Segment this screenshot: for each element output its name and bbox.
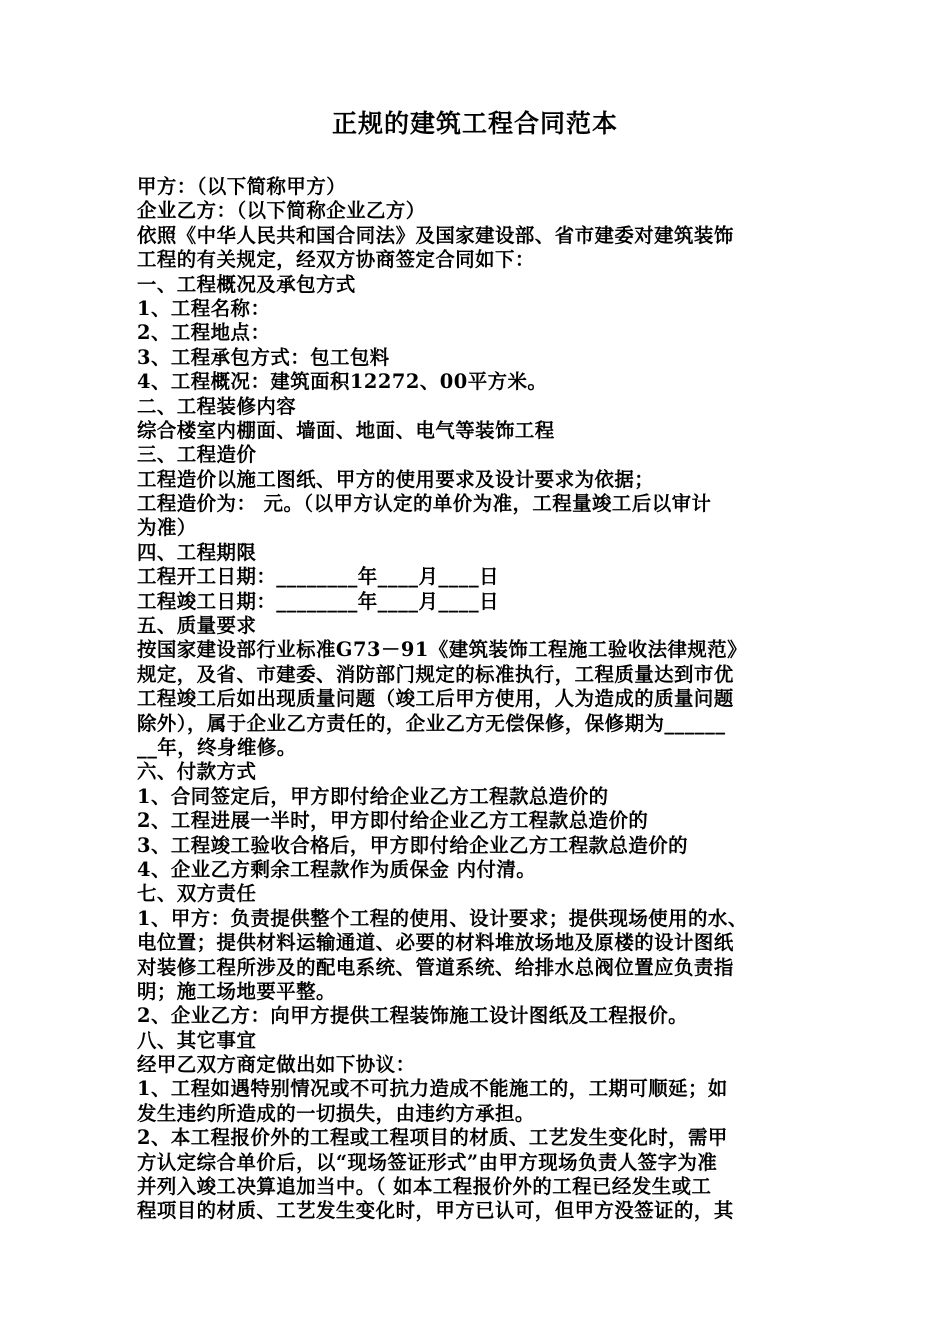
text-line: 2、本工程报价外的工程或工程项目的材质、工艺发生变化时，需甲 [137, 1126, 728, 1150]
text-line: 为准） [137, 516, 197, 540]
text-line: 3、工程竣工验收合格后，甲方即付给企业乙方工程款总造价的 [137, 833, 689, 857]
text-line: 明；施工场地要平整。 [137, 979, 336, 1003]
document-body [137, 175, 827, 1224]
text-line: 方认定综合单价后，以“现场签证形式”由甲方现场负责人签字为准 [137, 1150, 718, 1174]
text-line: 1、工程如遇特别情况或不可抗力造成不能施工的，工期可顺延；如 [137, 1077, 728, 1101]
text-line: 除外），属于企业乙方责任的，企业乙方无偿保修，保修期为______ [137, 711, 726, 735]
section-heading: 五、质量要求 [137, 614, 257, 638]
text-line: 甲方：（以下简称甲方） [137, 175, 347, 198]
section-heading: 四、工程期限 [137, 540, 257, 564]
text-line: 对装修工程所涉及的配电系统、管道系统、给排水总阀位置应负责指 [137, 955, 734, 979]
text-line: 依照《中华人民共和国合同法》及国家建设部、省市建委对建筑装饰 [137, 223, 734, 247]
text-line: __年，终身维修。 [137, 735, 297, 759]
section-heading: 三、工程造价 [137, 443, 257, 467]
text-line: 1、工程名称： [137, 296, 271, 320]
text-line: 2、工程进展一半时，甲方即付给企业乙方工程款总造价的 [137, 809, 649, 833]
text-line: 综合楼室内棚面、墙面、地面、电气等装饰工程 [137, 418, 555, 442]
section-heading: 七、双方责任 [137, 882, 257, 906]
text-line: 程项目的材质、工艺发生变化时，甲方已认可，但甲方没签证的，其 [137, 1199, 734, 1223]
text-line: 工程造价为： 元。（以甲方认定的单价为准，工程量竣工后以审计 [137, 492, 712, 516]
section-heading: 六、付款方式 [137, 760, 257, 784]
text-line: 工程竣工日期：________年____月____日 [137, 589, 500, 613]
text-line: 1、甲方：负责提供整个工程的使用、设计要求；提供现场使用的水、 [137, 906, 748, 930]
text-line: 4、工程概况：建筑面积12272、00平方米。 [137, 370, 548, 394]
text-line: 1、合同签定后，甲方即付给企业乙方工程款总造价的 [137, 784, 609, 808]
text-line: 2、企业乙方：向甲方提供工程装饰施工设计图纸及工程报价。 [137, 1004, 689, 1028]
text-line: 2、工程地点： [137, 321, 271, 345]
section-heading: 二、工程装修内容 [137, 394, 297, 418]
text-line: 工程开工日期：________年____月____日 [137, 565, 500, 589]
text-line: 规定，及省、市建委、消防部门规定的标准执行，工程质量达到市优 [137, 662, 734, 686]
section-heading: 一、工程概况及承包方式 [137, 272, 356, 296]
text-line: 企业乙方：（以下简称企业乙方） [137, 199, 426, 223]
text-line: 工程的有关规定，经双方协商签定合同如下： [137, 248, 535, 272]
text-line: 4、企业乙方剩余工程款作为质保金 内付清。 [137, 857, 537, 881]
text-line: 电位置；提供材料运输通道、必要的材料堆放场地及原楼的设计图纸 [137, 931, 734, 955]
text-line: 发生违约所造成的一切损失，由违约方承担。 [137, 1101, 535, 1125]
text-line: 按国家建设部行业标准G73－91《建筑装饰工程施工验收法律规范》 [137, 638, 748, 662]
text-line: 工程竣工后如出现质量问题（竣工后甲方使用，人为造成的质量问题 [137, 687, 734, 711]
section-heading: 八、其它事宜 [137, 1028, 257, 1052]
text-line: 工程造价以施工图纸、甲方的使用要求及设计要求为依据； [137, 467, 655, 491]
text-line: 经甲乙双方商定做出如下协议： [137, 1053, 416, 1077]
text-line: 并列入竣工决算追加当中。（ 如本工程报价外的工程已经发生或工 [137, 1175, 712, 1199]
document-title: 正规的建筑工程合同范本 [331, 109, 618, 138]
text-line: 3、工程承包方式：包工包料 [137, 345, 390, 369]
